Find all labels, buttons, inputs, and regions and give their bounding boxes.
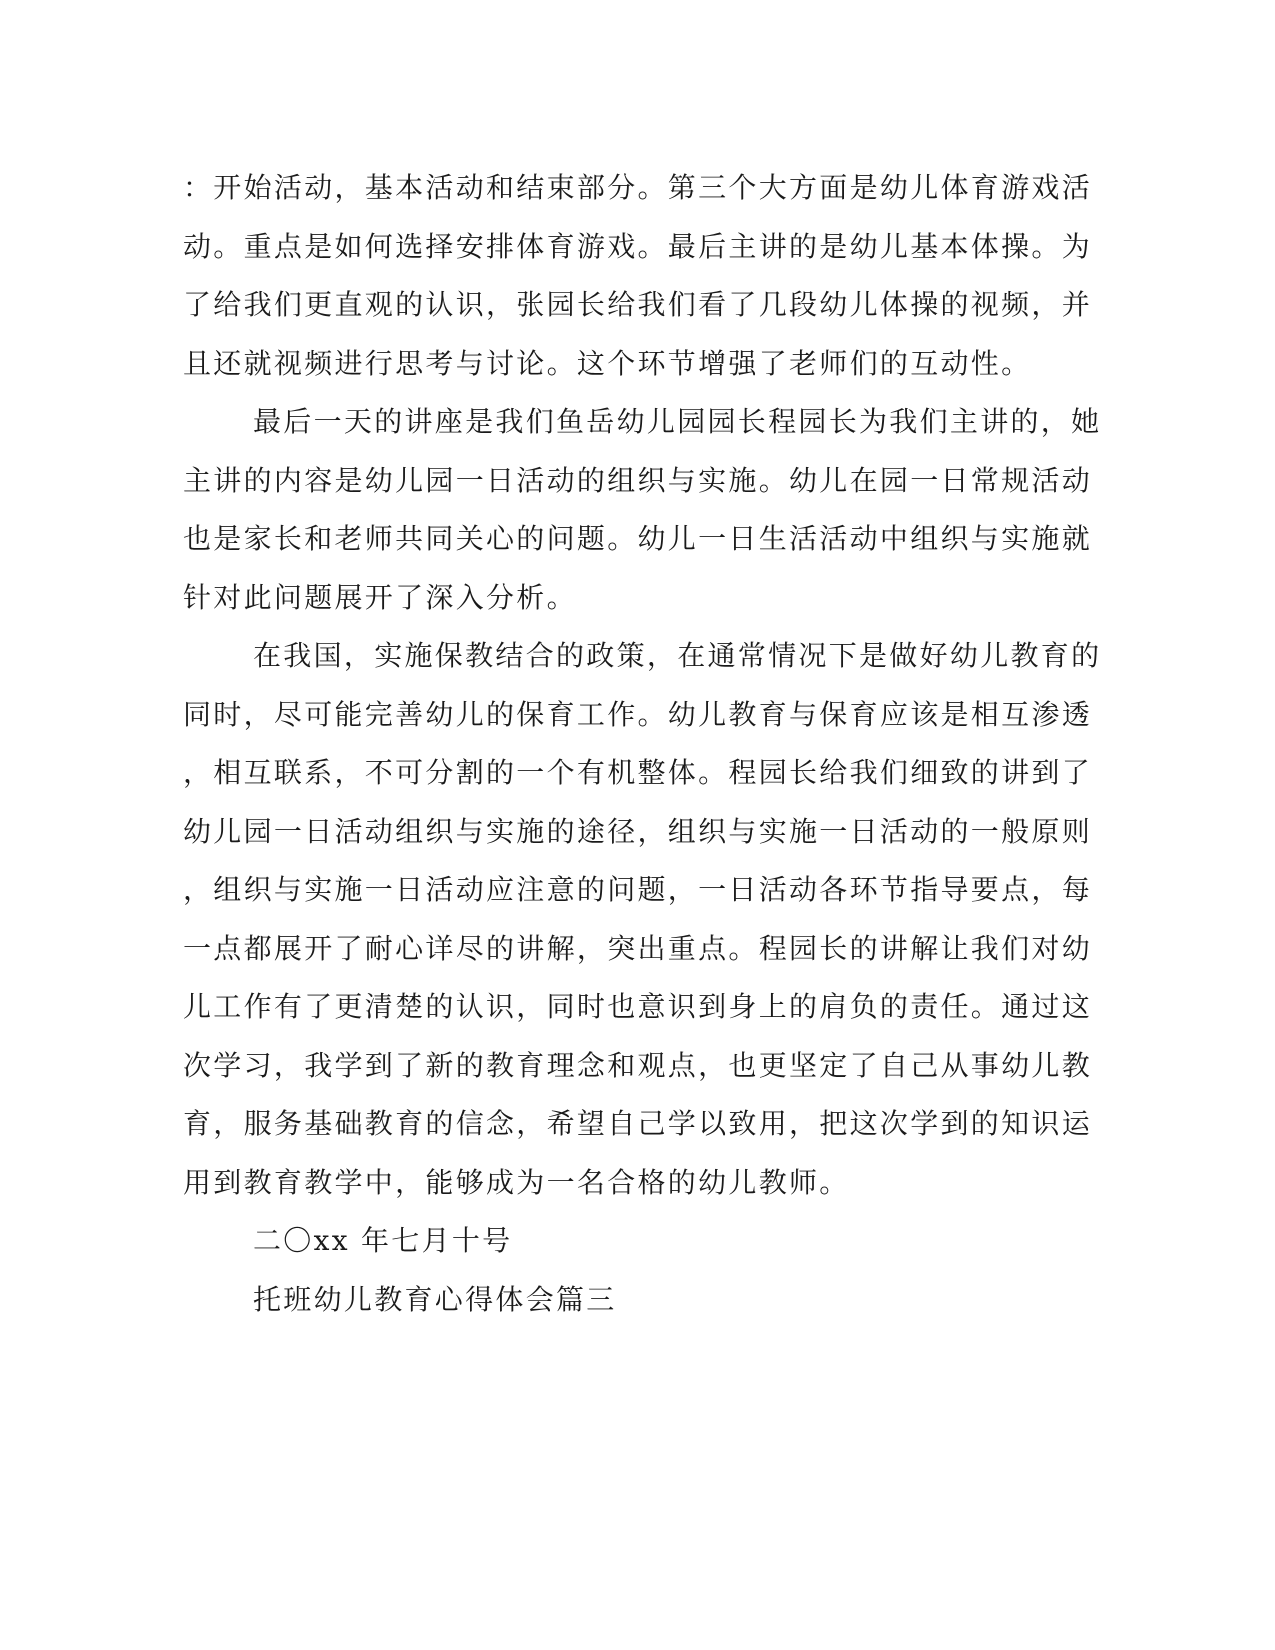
text-line: 主讲的内容是幼儿园一日活动的组织与实施。幼儿在园一日常规活动 xyxy=(183,463,1093,497)
date-line: 二〇xx 年七月十号 xyxy=(253,1224,513,1257)
text-line: 同时，尽可能完善幼儿的保育工作。幼儿教育与保育应该是相互渗透 xyxy=(183,697,1093,731)
text-line: 幼儿园一日活动组织与实施的途径，组织与实施一日活动的一般原则 xyxy=(183,814,1093,848)
text-line: 次学习，我学到了新的教育理念和观点，也更坚定了自己从事幼儿教 xyxy=(183,1048,1093,1082)
text-line: ，组织与实施一日活动应注意的问题，一日活动各环节指导要点，每 xyxy=(183,873,1093,906)
text-line: 一点都展开了耐心详尽的讲解，突出重点。程园长的讲解让我们对幼 xyxy=(183,931,1093,965)
text-line: 动。重点是如何选择安排体育游戏。最后主讲的是幼儿基本体操。为 xyxy=(183,229,1093,263)
text-line: 最后一天的讲座是我们鱼岳幼儿园园长程园长为我们主讲的，她 xyxy=(253,405,1102,438)
text-line: 针对此问题展开了深入分析。 xyxy=(183,580,577,614)
paragraph-2 xyxy=(183,393,1102,627)
text-line: 了给我们更直观的认识，张园长给我们看了几段幼儿体操的视频，并 xyxy=(183,288,1093,321)
text-line: 也是家长和老师共同关心的问题。幼儿一日生活活动中组织与实施就 xyxy=(183,522,1093,555)
text-line: 用到教育教学中，能够成为一名合格的幼儿教师。 xyxy=(183,1165,850,1199)
text-line: 儿工作有了更清楚的认识，同时也意识到身上的肩负的责任。通过这 xyxy=(183,990,1093,1023)
text-line: 在我国，实施保教结合的政策，在通常情况下是做好幼儿教育的 xyxy=(253,639,1102,672)
text-line: 且还就视频进行思考与讨论。这个环节增强了老师们的互动性。 xyxy=(183,346,1032,380)
text-line: ：开始活动，基本活动和结束部分。第三个大方面是幼儿体育游戏活 xyxy=(183,171,1093,204)
paragraph-3 xyxy=(183,627,1102,1212)
text-line: 育，服务基础教育的信念，希望自己学以致用，把这次学到的知识运 xyxy=(183,1107,1093,1140)
section-heading: 托班幼儿教育心得体会篇三 xyxy=(253,1282,617,1316)
paragraph-1 xyxy=(183,159,1093,393)
text-line: ，相互联系，不可分割的一个有机整体。程园长给我们细致的讲到了 xyxy=(183,756,1093,789)
document-body xyxy=(183,159,1102,1329)
